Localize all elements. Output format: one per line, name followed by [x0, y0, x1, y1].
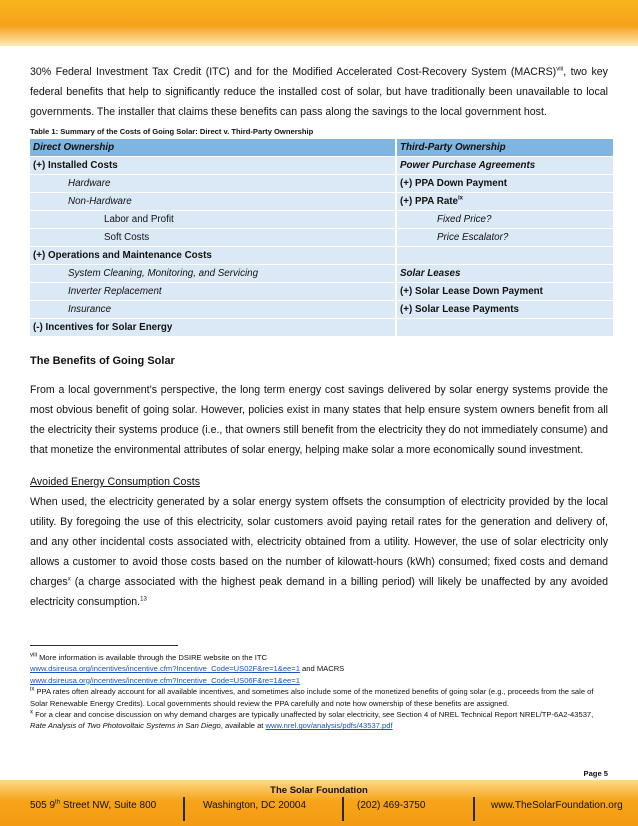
table-row [30, 301, 613, 319]
ppa-rate-text: (+) PPA Rate [400, 196, 458, 207]
header-direct-ownership: Direct Ownership [30, 139, 396, 157]
cell-insurance: Insurance [30, 301, 396, 319]
nrel-link[interactable]: www.nrel.gov/analysis/pdfs/43537.pdf [265, 721, 393, 731]
footer-city: Washington, DC 20004 [203, 800, 307, 811]
intro-rest: , two key federal benefits that help to significantly reduce the installed cost of solar, but have traditionally been unavailable to local governments. The installer that claims these benefits can pass along the savings to the local government host. [30, 66, 608, 118]
table-row [30, 247, 613, 265]
footnote-macrs-line [30, 675, 610, 686]
cell-ppa: Power Purchase Agreements [396, 157, 613, 175]
footer-website[interactable]: www.TheSolarFoundation.org [491, 800, 623, 811]
table-caption: Table 1: Summary of the Costs of Going Solar: Direct v. Third-Party Ownership [30, 127, 314, 136]
cell-empty [396, 247, 613, 265]
avoided-text-a: When used, the electricity generated by a solar energy system offsets the consumption of electricity provided by the local utility. By foregoing the use of this electricity, solar customers avoid paying retail rates for the generation and delivery of, and any other incidental costs associated with, electricity obtained from a utility. However, the use of solar electricity only allows a customer to avoid those costs based on the number of kilowatt-hours (kWh) consumed; fixed costs and demand charges [30, 496, 608, 588]
footnote-divider [30, 645, 178, 646]
footer-org-name: The Solar Foundation [270, 785, 368, 796]
footnote-viii: $^{viii}$ More information is available through the DSIRE website on the ITC [30, 652, 268, 662]
macrs-link[interactable]: www.dsireusa.org/incentives/incentive.cfm?Incentive_Code=US06F&re=1&ee=1 [30, 675, 300, 685]
cell-empty [396, 319, 613, 337]
avoided-text-b: (a charge associated with the highest peak demand in a billing period) will likely be unaffected by any avoided electricity consumption. [30, 576, 608, 608]
cell-lease-down-payment: (+) Solar Lease Down Payment [396, 283, 613, 301]
cell-installed-costs: (+) Installed Costs [30, 157, 396, 175]
cell-price-escalator: Price Escalator? [396, 229, 613, 247]
table-row [30, 229, 613, 247]
cell-fixed-price: Fixed Price? [396, 211, 613, 229]
footer-separator [473, 797, 475, 821]
cell-ppa-down-payment: (+) PPA Down Payment [396, 175, 613, 193]
itc-link[interactable]: www.dsireusa.org/incentives/incentive.cfm?Incentive_Code=US02F&re=1&ee=1 [30, 664, 300, 674]
table-row [30, 175, 613, 193]
table-row [30, 265, 613, 283]
cell-incentives: (-) Incentives for Solar Energy [30, 319, 396, 337]
cell-om-costs: (+) Operations and Maintenance Costs [30, 247, 396, 265]
footnote-itc-line: www.dsireusa.org/incentives/incentive.cfm?Incentive_Code=US02F&re=1&ee=1 and MACRS [30, 664, 345, 674]
cell-hardware: Hardware [30, 175, 396, 193]
header-third-party-ownership: Third-Party Ownership [396, 139, 613, 157]
page-number: Page 5 [583, 769, 608, 778]
footnote-x: $^x$ For a clear and concise discussion on why demand charges are typically unaffected by solar electricity, see Section 4 of NREL Technical Report NREL/TP-6A2-43537, Rate Analysis of Two Photovoltaic Systems in San Diego, available at www.nrel.gov/analysis/pdfs/43537.pdf [30, 709, 594, 731]
benefits-paragraph: From a local government’s perspective, the long term energy cost savings delivered by solar energy systems provide the most obvious benefit of going solar. However, policies exist in many states that help ensure system owners benefit from all the electricity their systems produce (i.e., that owners still benefit from the electricity they do not immediately consume) and that monetize the environmental attributes of solar energy, helping make solar a more economically sound investment. [30, 384, 608, 456]
cell-ppa-rate [396, 193, 613, 211]
cell-lease-payments: (+) Solar Lease Payments [396, 301, 613, 319]
footnote-ref-ix: ix [457, 195, 463, 202]
cell-inverter-replacement: Inverter Replacement [30, 283, 396, 301]
table-row [30, 193, 613, 211]
avoided-costs-heading: Avoided Energy Consumption Costs [30, 476, 200, 488]
cell-system-cleaning: System Cleaning, Monitoring, and Servicing [30, 265, 396, 283]
intro-paragraph [30, 62, 608, 122]
costs-table [30, 139, 613, 337]
page-content [30, 62, 608, 612]
table-row [30, 157, 613, 175]
intro-text: 30% Federal Investment Tax Credit (ITC) and for the Modified Accelerated Cost-Recovery System (MACRS) [30, 66, 557, 78]
cell-labor-profit: Labor and Profit [30, 211, 396, 229]
footnote-ref-viii: viii [556, 66, 564, 73]
avoided-costs-paragraph [30, 492, 608, 612]
footer-address: 505 9th Street NW, Suite 800 [30, 799, 157, 811]
footnote-ref-x: x [67, 576, 71, 583]
table-row [30, 211, 613, 229]
footer-phone: (202) 469-3750 [357, 800, 426, 811]
footer-separator [342, 797, 344, 821]
table-header-row [30, 139, 613, 157]
table-row [30, 283, 613, 301]
footer-bar [0, 780, 638, 826]
header-bar [0, 0, 638, 46]
footer-separator [183, 797, 185, 821]
table-row [30, 319, 613, 337]
cell-solar-leases: Solar Leases [396, 265, 613, 283]
footnote-ix: $^{ix}$ PPA rates often already account for all available incentives, and sometimes also include some of the monetized benefits of going solar (e.g., proceeds from the sale of Solar Renewable Energy Credits). Local governments should review the PPA carefully and note how ownership of these benefits are assigned. [30, 686, 594, 708]
benefits-heading: The Benefits of Going Solar [30, 355, 175, 367]
footnotes [30, 652, 610, 732]
footnote-ref-13: 13 [140, 596, 147, 603]
cell-non-hardware: Non-Hardware [30, 193, 396, 211]
cell-soft-costs: Soft Costs [30, 229, 396, 247]
